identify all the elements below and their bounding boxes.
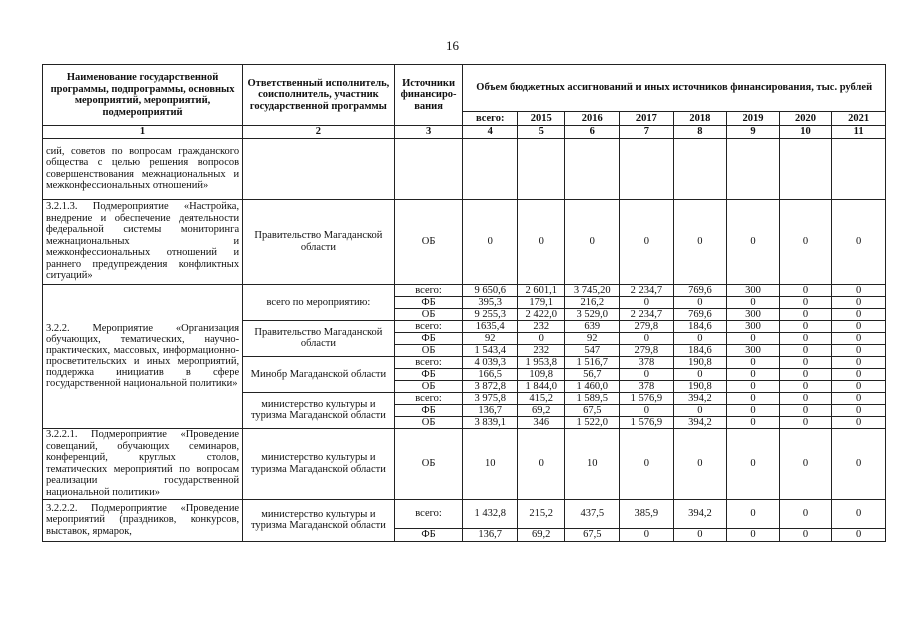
value-cell: 0 [673,404,727,416]
col-num: 10 [779,126,832,139]
value-cell: 300 [727,320,780,332]
value-cell: 415,2 [517,392,565,404]
value-cell: 2 234,7 [620,284,674,296]
col-num: 5 [517,126,565,139]
value-cell: 3 872,8 [463,380,518,392]
year-2019: 2019 [727,112,780,126]
value-cell: 69,2 [517,528,565,541]
value-cell: 92 [463,332,518,344]
value-cell: 2 422,0 [517,308,565,320]
value-cell: 2 601,1 [517,284,565,296]
value-cell: 0 [832,428,886,499]
row-source: ОБ [394,428,463,499]
value-cell: 346 [517,416,565,428]
value-cell: 69,2 [517,404,565,416]
value-cell: 92 [565,332,620,344]
value-cell: 67,5 [565,528,620,541]
year-total: всего: [463,112,518,126]
value-cell: 0 [727,356,780,368]
row-name: 3.2.2. Мероприятие «Организация обучающих, тематических, научно-практических, массовых, информационно-просветительских и иных мероприятий, поддержка инициатив в сфере государственной национальной политики» [43,284,243,428]
value-cell: 769,6 [673,308,727,320]
row-source: ФБ [394,368,463,380]
value-cell: 0 [832,296,886,308]
value-cell: 0 [779,332,832,344]
value-cell: 0 [832,404,886,416]
value-cell: 0 [779,284,832,296]
value-cell: 0 [779,308,832,320]
value-cell: 279,8 [620,320,674,332]
value-cell: 1 953,8 [517,356,565,368]
col-num: 9 [727,126,780,139]
value-cell: 190,8 [673,356,727,368]
value-cell: 0 [779,368,832,380]
value-cell: 136,7 [463,404,518,416]
value-cell: 0 [779,344,832,356]
value-cell: 0 [620,404,674,416]
value-cell: 67,5 [565,404,620,416]
value-cell: 184,6 [673,320,727,332]
row-source: ФБ [394,296,463,308]
value-cell: 0 [727,428,780,499]
value-cell: 394,2 [673,416,727,428]
value-cell: 0 [620,296,674,308]
row-executor: всего по мероприятию: [243,284,395,320]
row-source: всего: [394,499,463,528]
col-num: 6 [565,126,620,139]
value-cell: 0 [832,332,886,344]
value-cell: 0 [779,416,832,428]
row-source: всего: [394,392,463,404]
year-2015: 2015 [517,112,565,126]
row-source: всего: [394,356,463,368]
row-name: сий, советов по вопросам гражданского общества с целью решения вопросов совершенствования межнациональных и межконфессиональных отношений» [43,138,243,199]
value-cell: 1 516,7 [565,356,620,368]
year-2016: 2016 [565,112,620,126]
value-cell: 378 [620,356,674,368]
value-cell: 1 576,9 [620,416,674,428]
value-cell: 0 [832,380,886,392]
value-cell: 0 [463,199,518,284]
row-source: всего: [394,284,463,296]
value-cell: 0 [727,380,780,392]
value-cell: 0 [832,344,886,356]
value-cell: 0 [832,416,886,428]
year-2017: 2017 [620,112,674,126]
value-cell: 0 [620,428,674,499]
value-cell: 232 [517,344,565,356]
row-name: 3.2.2.2. Подмероприятие «Проведение мероприятий (праздников, конкурсов, выставок, ярмарок, [43,499,243,541]
value-cell: 0 [727,368,780,380]
value-cell: 232 [517,320,565,332]
value-cell: 0 [832,392,886,404]
table-row [43,499,886,528]
col-num: 4 [463,126,518,139]
table-row [43,138,886,199]
header-volume: Объем бюджетных ассигнований и иных источников финансирования, тыс. рублей [463,65,886,112]
value-cell: 0 [779,404,832,416]
row-source: ОБ [394,199,463,284]
value-cell: 0 [779,428,832,499]
value-cell: 0 [727,199,780,284]
value-cell: 10 [463,428,518,499]
value-cell: 179,1 [517,296,565,308]
value-cell: 10 [565,428,620,499]
row-executor: Правительство Магаданской области [243,199,395,284]
value-cell: 56,7 [565,368,620,380]
value-cell: 1635,4 [463,320,518,332]
value-cell: 109,8 [517,368,565,380]
value-cell: 0 [832,284,886,296]
value-cell: 0 [727,392,780,404]
value-cell: 9 255,3 [463,308,518,320]
value-cell: 0 [779,392,832,404]
value-cell: 0 [517,332,565,344]
value-cell: 0 [832,499,886,528]
value-cell: 190,8 [673,380,727,392]
row-source: ФБ [394,404,463,416]
value-cell: 1 543,4 [463,344,518,356]
row-source: ФБ [394,332,463,344]
row-source: ОБ [394,380,463,392]
table-row [43,428,886,499]
col-num: 2 [243,126,395,139]
value-cell: 0 [620,332,674,344]
value-cell: 769,6 [673,284,727,296]
value-cell: 300 [727,308,780,320]
row-source: ФБ [394,528,463,541]
value-cell: 4 039,3 [463,356,518,368]
row-name: 3.2.1.3. Подмероприятие «Настройка, внедрение и обеспечение деятельности федеральной системы мониторинга межнациональных и межконфессиональных отношений и раннего предупреждения конфликтных ситуаций» [43,199,243,284]
row-source: ОБ [394,308,463,320]
year-2021: 2021 [832,112,886,126]
row-name: 3.2.2.1. Подмероприятие «Проведение совещаний, обучающих семинаров, конференций, круглых столов, тематических мероприятий по вопросам реализации государственной национальной политики» [43,428,243,499]
value-cell: 0 [727,332,780,344]
value-cell: 394,2 [673,499,727,528]
value-cell: 1 522,0 [565,416,620,428]
value-cell: 279,8 [620,344,674,356]
row-executor: министерство культуры и туризма Магаданской области [243,428,395,499]
header-executor: Ответственный исполнитель, соисполнитель, участник государственной программы [243,65,395,126]
value-cell: 0 [779,499,832,528]
value-cell: 0 [673,368,727,380]
value-cell: 300 [727,344,780,356]
value-cell: 395,3 [463,296,518,308]
header-sources: Источники финансиро-вания [394,65,463,126]
value-cell: 0 [727,528,780,541]
value-cell: 9 650,6 [463,284,518,296]
value-cell: 1 460,0 [565,380,620,392]
value-cell: 166,5 [463,368,518,380]
value-cell: 3 975,8 [463,392,518,404]
value-cell: 0 [620,368,674,380]
row-executor: Минобр Магаданской области [243,356,395,392]
value-cell: 0 [727,404,780,416]
column-number-row [43,126,886,139]
value-cell: 0 [673,428,727,499]
value-cell: 437,5 [565,499,620,528]
value-cell: 0 [727,296,780,308]
value-cell: 3 839,1 [463,416,518,428]
col-num: 3 [394,126,463,139]
value-cell: 0 [779,320,832,332]
value-cell: 0 [779,528,832,541]
value-cell: 0 [779,199,832,284]
row-source: ОБ [394,416,463,428]
value-cell: 1 576,9 [620,392,674,404]
value-cell: 215,2 [517,499,565,528]
value-cell: 0 [620,199,674,284]
value-cell: 0 [832,308,886,320]
row-executor: Правительство Магаданской области [243,320,395,356]
value-cell: 0 [727,416,780,428]
value-cell: 547 [565,344,620,356]
value-cell: 385,9 [620,499,674,528]
value-cell: 0 [832,528,886,541]
value-cell: 2 234,7 [620,308,674,320]
value-cell: 0 [565,199,620,284]
row-executor: министерство культуры и туризма Магаданской области [243,499,395,541]
value-cell: 0 [832,320,886,332]
col-num: 7 [620,126,674,139]
value-cell: 639 [565,320,620,332]
col-num: 8 [673,126,727,139]
header-name: Наименование государственной программы, подпрограммы, основных мероприятий, мероприятий, подмероприятий [43,65,243,126]
value-cell: 216,2 [565,296,620,308]
value-cell: 1 432,8 [463,499,518,528]
value-cell: 0 [620,528,674,541]
value-cell: 0 [779,356,832,368]
value-cell: 3 529,0 [565,308,620,320]
value-cell: 0 [517,199,565,284]
col-num: 11 [832,126,886,139]
value-cell: 0 [727,499,780,528]
budget-table [42,64,886,542]
value-cell: 378 [620,380,674,392]
col-num: 1 [43,126,243,139]
value-cell: 136,7 [463,528,518,541]
value-cell: 0 [832,368,886,380]
value-cell: 0 [832,199,886,284]
value-cell: 3 745,20 [565,284,620,296]
table-row [43,199,886,284]
value-cell: 0 [673,199,727,284]
value-cell: 0 [673,296,727,308]
value-cell: 0 [779,380,832,392]
value-cell: 0 [779,296,832,308]
page-number: 16 [446,38,459,53]
row-source: всего: [394,320,463,332]
value-cell: 184,6 [673,344,727,356]
value-cell: 300 [727,284,780,296]
value-cell: 1 844,0 [517,380,565,392]
value-cell: 394,2 [673,392,727,404]
value-cell: 0 [517,428,565,499]
year-2018: 2018 [673,112,727,126]
value-cell: 0 [673,528,727,541]
table-row [43,284,886,296]
value-cell: 0 [673,332,727,344]
value-cell: 1 589,5 [565,392,620,404]
row-source: ОБ [394,344,463,356]
row-executor: министерство культуры и туризма Магаданской области [243,392,395,428]
value-cell: 0 [832,356,886,368]
header-row [43,65,886,112]
year-2020: 2020 [779,112,832,126]
